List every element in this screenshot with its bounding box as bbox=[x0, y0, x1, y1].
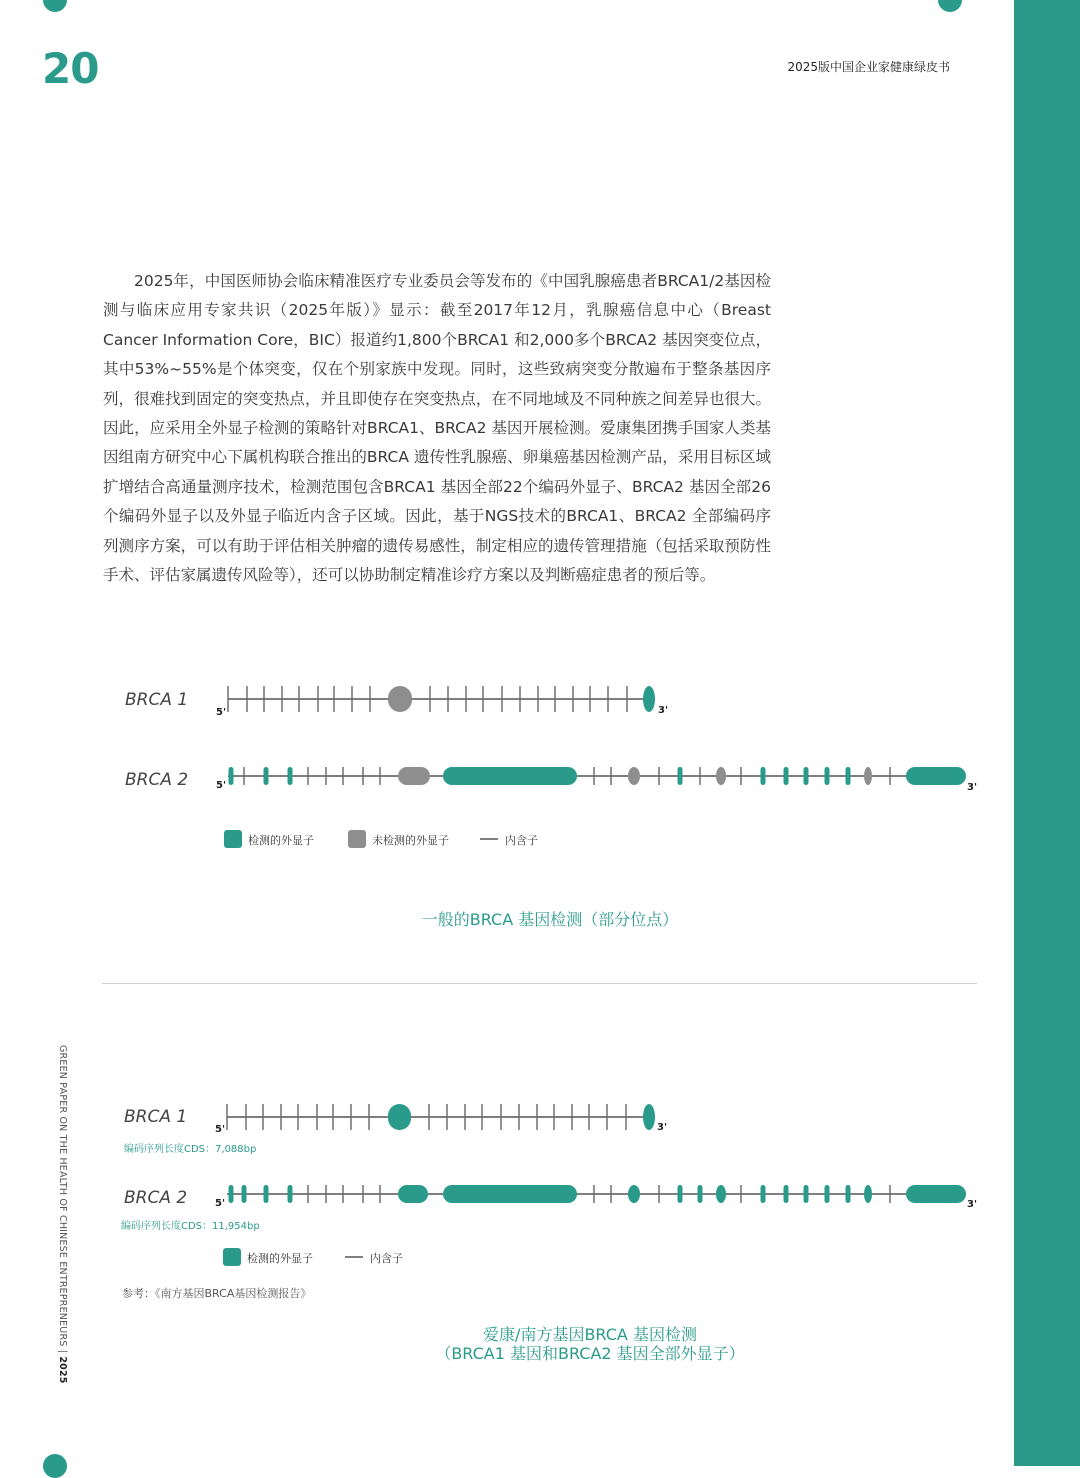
detected-exon bbox=[761, 1185, 766, 1203]
figure2-caption bbox=[380, 1325, 800, 1363]
detected-exon bbox=[846, 1185, 851, 1203]
fig1-gene2-detected-exon-end bbox=[906, 767, 966, 785]
fig2-gene2-detected-exon bbox=[864, 1185, 872, 1203]
fig2-gene1-detected-exon-large bbox=[388, 1104, 411, 1130]
fig2-gene1-3prime: 3' bbox=[657, 1122, 668, 1133]
fig1-gene2-detected-exon-large bbox=[443, 767, 577, 785]
fig1-gene1-3prime: 3' bbox=[658, 705, 669, 716]
detected-exon bbox=[288, 767, 293, 785]
detected-exon bbox=[825, 767, 830, 785]
fig1-gene2-undetected-exon bbox=[628, 767, 640, 785]
fig2-gene2-detected-exon bbox=[398, 1185, 428, 1203]
fig1-gene1-detected-exon-end bbox=[643, 686, 655, 712]
detected-exon bbox=[825, 1185, 830, 1203]
body-paragraph: 2025年，中国医师协会临床精准医疗专业委员会等发布的《中国乳腺癌患者BRCA1/2基因检测与临床应用专家共识（2025年版）》显示：截至2017年12月，乳腺癌信息中心（Breast Cancer Information Core，BIC）报道约1,800个BRCA1 和2,000多个BRCA2 基因突变位点，其中53%~55%是个体突变，仅在个别家族中发现。同时，这些致病突变分散遍布于整条基因序列，很难找到固定的突变热点，并且即使存在突变热点，在不同地域及不同种族之间差异也很大。因此，应采用全外显子检测的策略针对BRCA1、BRCA2 基因开展检测。爱康集团携手国家人类基因组南方研究中心下属机构联合推出的BRCA 遗传性乳腺癌、卵巢癌基因检测产品，采用目标区域扩增结合高通量测序技术，检测范围包含BRCA1 基因全部22个编码外显子、BRCA2 基因全部26个编码外显子以及外显子临近内含子区域。因此，基于NGS技术的BRCA1、BRCA2 全部编码序列测序方案，可以有助于评估相关肿瘤的遗传易感性，制定相应的遗传管理措施（包括采取预防性手术、评估家属遗传风险等），还可以协助制定精准诊疗方案以及判断癌症患者的预后等。 bbox=[103, 272, 771, 585]
fig1-legend-undetected-label: 未检测的外显子 bbox=[372, 834, 449, 847]
side-caption-sep: | bbox=[57, 1346, 68, 1357]
detected-exon bbox=[761, 767, 766, 785]
detected-exon bbox=[784, 767, 789, 785]
fig1-gene1-label: BRCA 1 bbox=[125, 690, 189, 710]
figure1-caption: 一般的BRCA 基因检测（部分位点） bbox=[421, 910, 679, 929]
running-header: 2025版中国企业家健康绿皮书 bbox=[787, 60, 950, 74]
detected-exon bbox=[678, 1185, 683, 1203]
fig2-gene2-label: BRCA 2 bbox=[124, 1188, 188, 1208]
fig2-legend-detected-label: 检测的外显子 bbox=[247, 1252, 313, 1265]
figure2-reference-note: 参考：《南方基因BRCA基因检测报告》 bbox=[122, 1287, 312, 1300]
fig1-legend-undetected-swatch bbox=[348, 830, 366, 848]
detected-exon bbox=[264, 767, 269, 785]
page-number: 20 bbox=[42, 44, 99, 93]
fig2-gene2-3prime: 3' bbox=[967, 1199, 978, 1210]
fig1-gene2-undetected-exon bbox=[864, 767, 872, 785]
fig2-legend-detected-swatch bbox=[223, 1248, 241, 1266]
fig1-gene2-undetected-exon bbox=[716, 767, 726, 785]
fig2-gene2-cds: 编码序列长度CDS：11,954bp bbox=[121, 1221, 260, 1232]
fig2-gene2-detected-exon bbox=[628, 1185, 640, 1203]
detected-exon bbox=[678, 767, 683, 785]
fig2-gene2-5prime: 5' bbox=[215, 1198, 226, 1209]
detected-exon bbox=[804, 1185, 809, 1203]
detected-exon bbox=[846, 767, 851, 785]
fig2-gene1-label: BRCA 1 bbox=[124, 1107, 188, 1127]
fig1-legend-detected-swatch bbox=[224, 830, 242, 848]
fig1-gene2-undetected-exon-large bbox=[398, 767, 430, 785]
fig2-legend-intron-label: 内含子 bbox=[370, 1252, 403, 1265]
fig2-gene1-detected-exon-end bbox=[643, 1104, 655, 1130]
fig1-gene2-3prime: 3' bbox=[967, 782, 978, 793]
detected-exon bbox=[229, 767, 234, 785]
detected-exon bbox=[698, 1185, 703, 1203]
fig1-legend-detected-label: 检测的外显子 bbox=[248, 834, 314, 847]
fig2-gene2-detected-exon-end bbox=[906, 1185, 966, 1203]
detected-exon bbox=[229, 1185, 234, 1203]
fig1-gene2-label: BRCA 2 bbox=[125, 770, 189, 790]
fig2-gene2-detected-exon bbox=[716, 1185, 726, 1203]
fig1-gene2-5prime: 5' bbox=[216, 780, 227, 791]
figure2-caption-line1: 爱康/南方基因BRCA 基因检测 bbox=[483, 1325, 697, 1344]
detected-exon bbox=[288, 1185, 293, 1203]
section-divider bbox=[102, 983, 977, 984]
fig2-gene2-detected-exon-large bbox=[443, 1185, 577, 1203]
fig2-gene1-cds: 编码序列长度CDS：7,088bp bbox=[124, 1144, 257, 1155]
detected-exon bbox=[784, 1185, 789, 1203]
side-caption-text: GREEN PAPER ON THE HEALTH OF CHINESE ENTREPRENEURS bbox=[57, 1045, 68, 1347]
detected-exon bbox=[264, 1185, 269, 1203]
figure2-caption-line2: （BRCA1 基因和BRCA2 基因全部外显子） bbox=[435, 1344, 745, 1363]
detected-exon bbox=[242, 1185, 247, 1203]
fig2-gene1-5prime: 5' bbox=[215, 1124, 226, 1135]
side-caption-year: 2025 bbox=[57, 1356, 68, 1384]
detected-exon bbox=[804, 767, 809, 785]
fig1-legend-intron-label: 内含子 bbox=[505, 834, 538, 847]
fig1-gene1-undetected-exon bbox=[388, 686, 412, 712]
fig1-gene1-5prime: 5' bbox=[216, 707, 227, 718]
